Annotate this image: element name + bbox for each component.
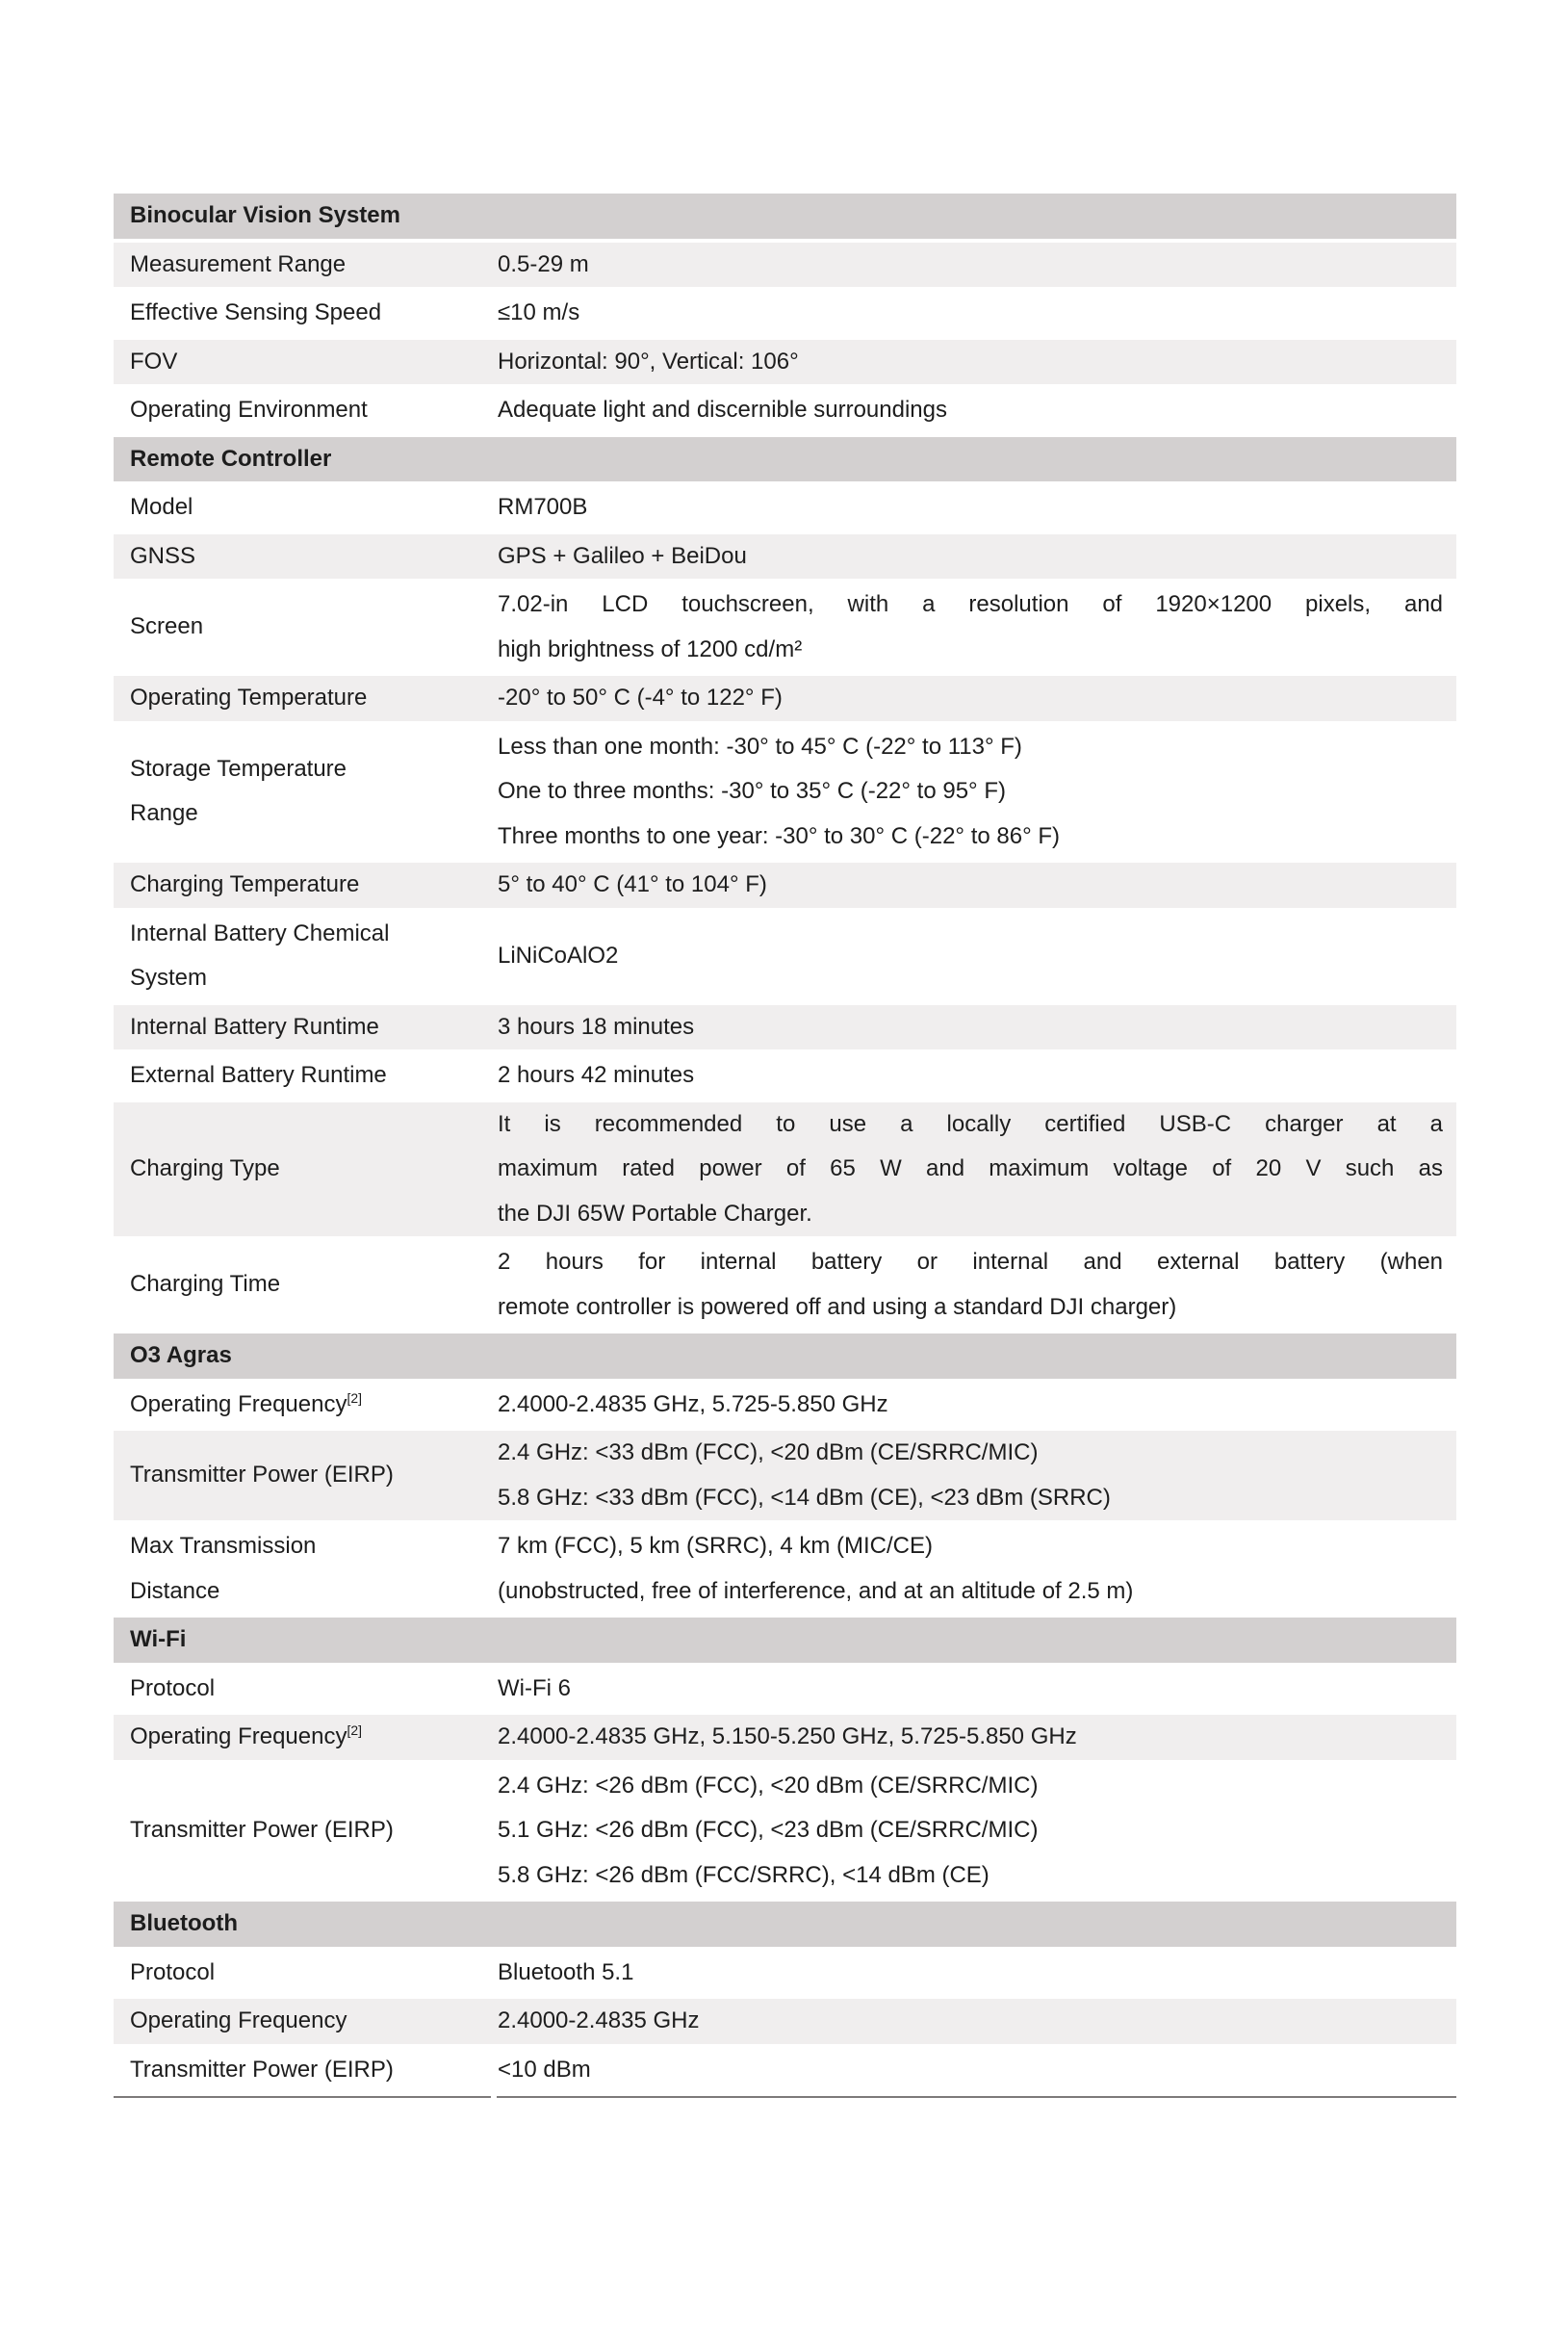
spec-value-cell	[492, 912, 1456, 1001]
spec-label-line: Operating Frequency[2]	[130, 1722, 362, 1749]
spec-value-line: 0.5-29 m	[498, 250, 589, 277]
spec-label-cell	[114, 340, 492, 385]
spec-row	[114, 340, 1456, 385]
spec-value-line: 7.02-in LCD touchscreen, with a resolution of 1920×1200 pixels, and	[498, 591, 1444, 617]
spec-label-cell	[114, 1102, 492, 1237]
spec-value-cell	[492, 340, 1456, 385]
spec-label-line: Effective Sensing Speed	[130, 299, 382, 325]
spec-label-line: Transmitter Power (EIRP)	[130, 1817, 394, 1843]
spec-row	[114, 582, 1456, 672]
spec-value-line: Less than one month: -30° to 45° C (-22° to 113° F)	[498, 733, 1022, 760]
footnote-marker: [2]	[347, 1722, 362, 1738]
spec-label-line: Transmitter Power (EIRP)	[130, 2056, 394, 2083]
spec-value-cell	[492, 1240, 1456, 1330]
spec-value-cell	[492, 1999, 1456, 2044]
spec-row	[114, 725, 1456, 860]
spec-row	[114, 534, 1456, 580]
section-header-label: Binocular Vision System	[114, 194, 1456, 239]
spec-value-cell	[492, 291, 1456, 336]
spec-row	[114, 243, 1456, 288]
spec-value-line: -20° to 50° C (-4° to 122° F)	[498, 685, 783, 711]
spec-label-line: Protocol	[130, 1958, 216, 1985]
spec-label-line: System	[130, 965, 208, 991]
spec-value-line: 5.8 GHz: <26 dBm (FCC/SRRC), <14 dBm (CE)	[498, 1861, 990, 1888]
spec-label-line: Operating Environment	[130, 397, 368, 423]
spec-value-line: <10 dBm	[498, 2056, 591, 2083]
spec-value-line: 5.1 GHz: <26 dBm (FCC), <23 dBm (CE/SRRC/MIC)	[498, 1817, 1039, 1843]
spec-label-cell	[114, 1715, 492, 1760]
spec-row	[114, 1667, 1456, 1712]
spec-label-cell	[114, 1999, 492, 2044]
spec-label-line: Internal Battery Runtime	[130, 1013, 379, 1040]
footnote-marker: [2]	[347, 1389, 362, 1406]
spec-value-line: remote controller is powered off and using a standard DJI charger)	[498, 1293, 1177, 1320]
spec-row	[114, 1053, 1456, 1099]
spec-value-cell	[492, 485, 1456, 531]
spec-label-line: Internal Battery Chemical	[130, 919, 390, 946]
spec-value-cell	[492, 676, 1456, 721]
spec-value-cell	[492, 1524, 1456, 1614]
spec-value-line: 5.8 GHz: <33 dBm (FCC), <14 dBm (CE), <23 dBm (SRRC)	[498, 1484, 1111, 1511]
spec-value-cell	[492, 1764, 1456, 1899]
spec-label-line: Range	[130, 800, 198, 827]
spec-value-line: Three months to one year: -30° to 30° C (-22° to 86° F)	[498, 822, 1060, 849]
spec-value-line: maximum rated power of 65 W and maximum voltage of 20 V such as	[498, 1155, 1444, 1181]
section-header-label: O3 Agras	[114, 1333, 1456, 1379]
spec-value-cell	[492, 388, 1456, 433]
spec-label-cell	[114, 676, 492, 721]
spec-label-line: Distance	[130, 1577, 220, 1604]
spec-row	[114, 1999, 1456, 2044]
section-header-label: Wi-Fi	[114, 1618, 1456, 1663]
spec-value-line: 2.4 GHz: <26 dBm (FCC), <20 dBm (CE/SRRC/MIC)	[498, 1772, 1039, 1799]
spec-value-line: ≤10 m/s	[498, 299, 580, 325]
spec-value-cell	[492, 1951, 1456, 1996]
spec-label-line: Operating Frequency[2]	[130, 1389, 362, 1417]
spec-value-line: 2 hours for internal battery or internal and external battery (when	[498, 1249, 1444, 1275]
spec-value-line: One to three months: -30° to 35° C (-22° to 95° F)	[498, 778, 1006, 804]
section-header-row	[114, 437, 1456, 482]
spec-label-cell	[114, 1383, 492, 1428]
spec-value-cell	[492, 725, 1456, 860]
spec-label-cell	[114, 2048, 492, 2093]
section-header-row	[114, 1333, 1456, 1379]
spec-value-cell	[492, 1667, 1456, 1712]
spec-value-line: 2 hours 42 minutes	[498, 1062, 695, 1088]
section-header-row	[114, 194, 1456, 239]
spec-row	[114, 1102, 1456, 1237]
spec-row	[114, 485, 1456, 531]
spec-label-cell	[114, 1764, 492, 1899]
spec-value-cell	[492, 863, 1456, 908]
spec-label-cell	[114, 582, 492, 672]
spec-value-line: Adequate light and discernible surroundings	[498, 397, 947, 423]
spec-value-cell	[492, 1005, 1456, 1050]
spec-value-line: Wi-Fi 6	[498, 1674, 571, 1701]
spec-value-line: 3 hours 18 minutes	[498, 1013, 695, 1040]
spec-value-cell	[492, 2048, 1456, 2093]
spec-row	[114, 1383, 1456, 1428]
spec-value-line: high brightness of 1200 cd/m²	[498, 635, 803, 662]
spec-row	[114, 291, 1456, 336]
section-header-row	[114, 1618, 1456, 1663]
table-bottom-rule	[114, 2096, 1456, 2098]
spec-label-cell	[114, 1053, 492, 1099]
spec-row	[114, 2048, 1456, 2093]
spec-label-line: Model	[130, 494, 193, 520]
spec-value-cell	[492, 534, 1456, 580]
spec-table-container	[114, 190, 1456, 2098]
spec-label-line: FOV	[130, 348, 178, 375]
spec-value-line: Bluetooth 5.1	[498, 1958, 634, 1985]
spec-value-line: GPS + Galileo + BeiDou	[498, 542, 747, 569]
spec-label-line: Transmitter Power (EIRP)	[130, 1462, 394, 1489]
spec-value-cell	[492, 1102, 1456, 1237]
spec-label-cell	[114, 1240, 492, 1330]
spec-label-line: Protocol	[130, 1674, 216, 1701]
spec-label-line: Max Transmission	[130, 1533, 317, 1559]
spec-value-cell	[492, 1053, 1456, 1099]
spec-label-cell	[114, 1431, 492, 1520]
spec-value-line: the DJI 65W Portable Charger.	[498, 1200, 812, 1227]
spec-label-cell	[114, 1951, 492, 1996]
spec-value-line: 5° to 40° C (41° to 104° F)	[498, 871, 767, 897]
spec-label-cell	[114, 1667, 492, 1712]
spec-value-line: 2.4 GHz: <33 dBm (FCC), <20 dBm (CE/SRRC/MIC)	[498, 1439, 1039, 1465]
spec-row	[114, 912, 1456, 1001]
spec-row	[114, 863, 1456, 908]
spec-label-cell	[114, 291, 492, 336]
spec-label-cell	[114, 485, 492, 531]
spec-label-line: Charging Time	[130, 1271, 281, 1298]
section-header-label: Bluetooth	[114, 1902, 1456, 1947]
spec-row	[114, 388, 1456, 433]
spec-label-cell	[114, 725, 492, 860]
spec-value-line: RM700B	[498, 494, 588, 520]
spec-label-cell	[114, 243, 492, 288]
spec-label-cell	[114, 1005, 492, 1050]
spec-label-line: Charging Temperature	[130, 871, 360, 897]
spec-row	[114, 1524, 1456, 1614]
spec-value-line: (unobstructed, free of interference, and at an altitude of 2.5 m)	[498, 1577, 1134, 1604]
spec-value-cell	[492, 243, 1456, 288]
spec-label-cell	[114, 1524, 492, 1614]
spec-value-line: 2.4000-2.4835 GHz, 5.150-5.250 GHz, 5.725-5.850 GHz	[498, 1723, 1077, 1749]
spec-value-cell	[492, 1383, 1456, 1428]
spec-value-line: 2.4000-2.4835 GHz	[498, 2007, 700, 2033]
spec-value-cell	[492, 1715, 1456, 1760]
spec-label-line: Screen	[130, 613, 204, 640]
spec-label-line: Measurement Range	[130, 250, 347, 277]
spec-label-cell	[114, 912, 492, 1001]
spec-row	[114, 1431, 1456, 1520]
spec-label-line: Operating Temperature	[130, 685, 368, 711]
spec-row	[114, 676, 1456, 721]
spec-table-body	[114, 194, 1456, 2092]
spec-value-cell	[492, 1431, 1456, 1520]
spec-label-cell	[114, 863, 492, 908]
spec-value-line: 2.4000-2.4835 GHz, 5.725-5.850 GHz	[498, 1390, 888, 1417]
spec-label-cell	[114, 388, 492, 433]
spec-row	[114, 1764, 1456, 1899]
spec-value-line: Horizontal: 90°, Vertical: 106°	[498, 348, 799, 375]
spec-value-line: 7 km (FCC), 5 km (SRRC), 4 km (MIC/CE)	[498, 1533, 933, 1559]
spec-label-line: Operating Frequency	[130, 2007, 347, 2033]
spec-label-line: External Battery Runtime	[130, 1062, 387, 1088]
spec-label-line: Charging Type	[130, 1155, 280, 1181]
spec-row	[114, 1715, 1456, 1760]
spec-row	[114, 1005, 1456, 1050]
spec-value-line: LiNiCoAlO2	[498, 942, 619, 969]
spec-value-line: It is recommended to use a locally certified USB-C charger at a	[498, 1110, 1444, 1137]
section-header-row	[114, 1902, 1456, 1947]
spec-table	[114, 190, 1456, 2096]
spec-label-line: GNSS	[130, 542, 196, 569]
spec-row	[114, 1951, 1456, 1996]
spec-label-line: Storage Temperature	[130, 755, 347, 782]
spec-label-cell	[114, 534, 492, 580]
spec-value-cell	[492, 582, 1456, 672]
section-header-label: Remote Controller	[114, 437, 1456, 482]
spec-row	[114, 1240, 1456, 1330]
